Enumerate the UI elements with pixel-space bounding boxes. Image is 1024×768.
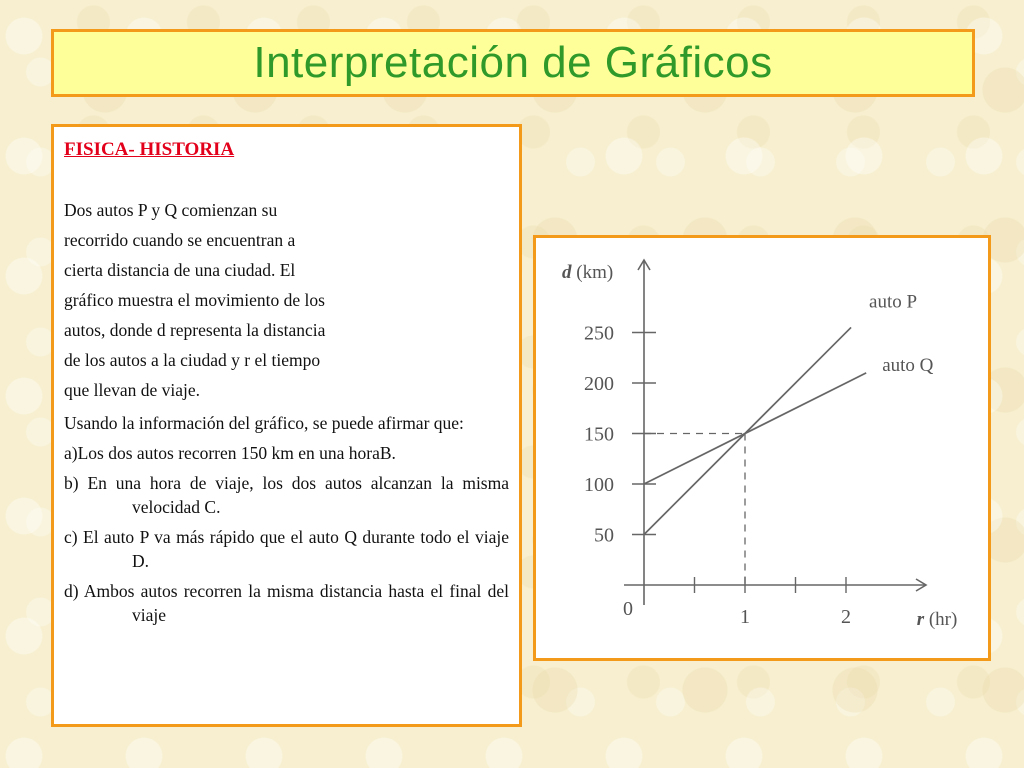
y-axis-label: d (km) [562, 262, 614, 283]
distance-time-chart [536, 238, 988, 658]
series-lines [644, 327, 866, 534]
option-c: c) El auto P va más rápido que el auto Q durante todo el viaje D. [64, 527, 509, 571]
intro-line: que llevan de viaje. [64, 380, 201, 400]
option-a: a)Los dos autos recorren 150 km en una horaB. [64, 443, 396, 463]
section-heading: FISICA- HISTORIA [64, 139, 235, 160]
chart-labels [562, 262, 957, 630]
y-tick-label: 50 [594, 524, 614, 547]
intro-line: autos, donde d representa la distancia [64, 320, 326, 340]
origin-label: 0 [623, 598, 633, 620]
option-d: d) Ambos autos recorren la misma distancia hasta el final del viaje [64, 581, 509, 625]
x-axis-label: r (hr) [916, 609, 958, 630]
series-line-auto-p [644, 327, 851, 534]
chart-panel [533, 235, 991, 661]
option-b: b) En una hora de viaje, los dos autos alcanzan la misma velocidad C. [64, 473, 509, 517]
x-tick-label: 1 [740, 606, 750, 628]
intro-line: de los autos a la ciudad y r el tiempo [64, 350, 321, 370]
intro-line: gráfico muestra el movimiento de los [64, 290, 325, 310]
intro-line: recorrido cuando se encuentran a [64, 230, 296, 250]
series-label: auto P [869, 291, 918, 313]
x-tick-label: 2 [841, 606, 851, 628]
question-text: Usando la información del gráfico, se puede afirmar que: [64, 413, 464, 433]
intro-line: cierta distancia de una ciudad. El [64, 260, 296, 280]
y-tick-label: 150 [584, 423, 614, 446]
title-banner [51, 29, 975, 97]
y-tick-label: 250 [584, 322, 614, 345]
intro-text [64, 195, 509, 405]
page-title: Interpretación de Gráficos [253, 38, 773, 87]
series-label: auto Q [882, 354, 934, 376]
text-panel [51, 124, 522, 727]
y-tick-label: 100 [584, 474, 614, 496]
intro-line: Dos autos P y Q comienzan su [64, 200, 278, 220]
y-tick-label: 200 [584, 373, 614, 395]
series-line-auto-q [644, 373, 866, 484]
